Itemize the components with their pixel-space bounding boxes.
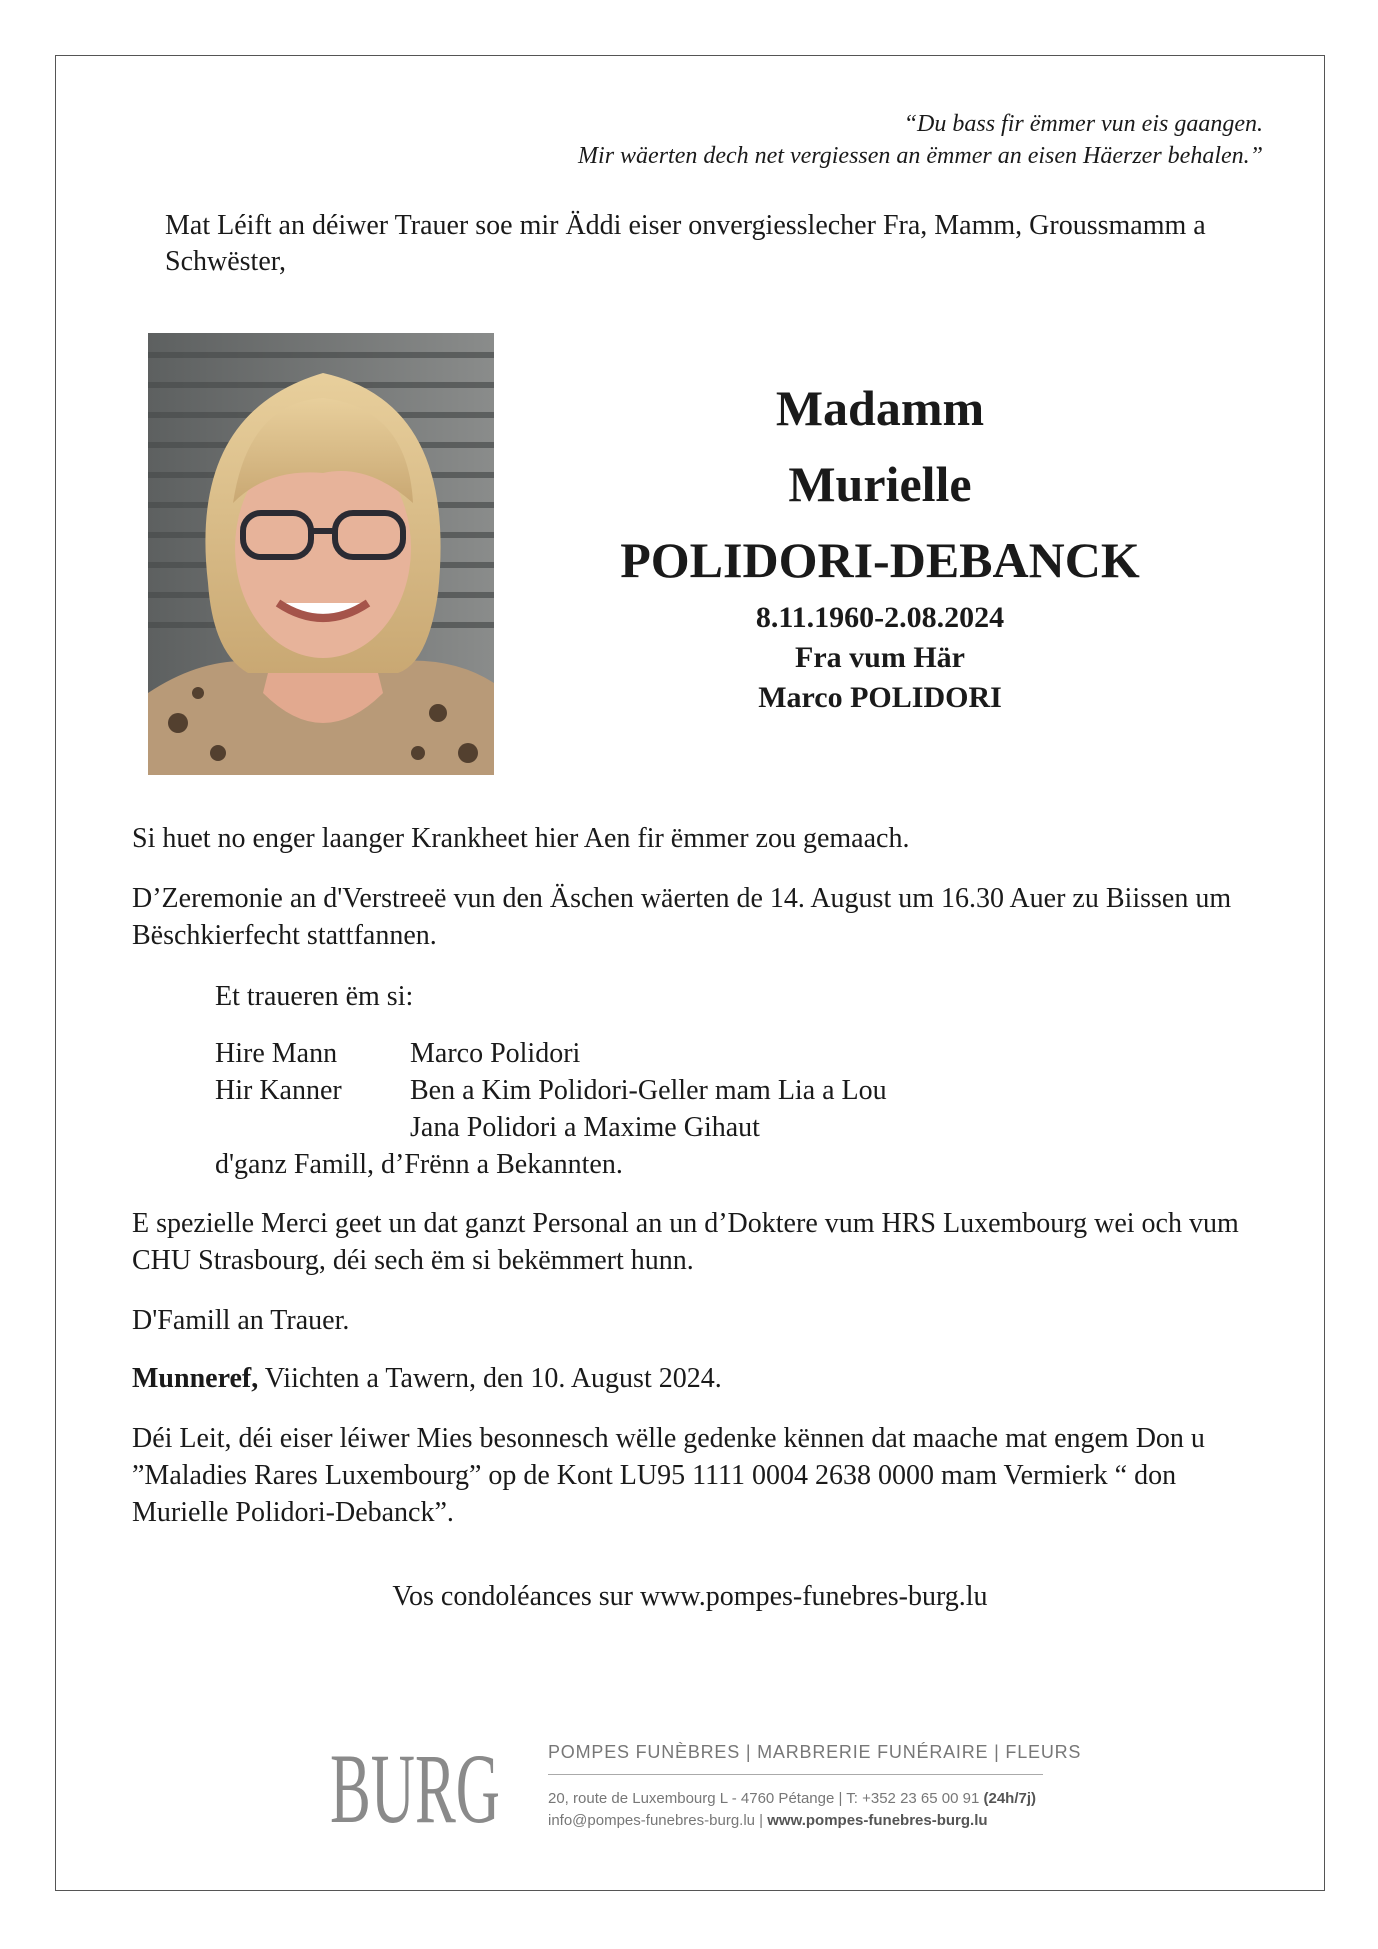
children-label: Hir Kanner bbox=[215, 1075, 342, 1106]
intro-text: Mat Léift an déiwer Trauer soe mir Äddi eiser onvergiesslecher Fra, Mamm, Groussmamm a Schwëster, bbox=[165, 210, 1206, 277]
portrait-image bbox=[148, 333, 494, 775]
mourners-list bbox=[215, 1035, 887, 1183]
family-line: d'ganz Famill, d’Frënn a Bekannten. bbox=[215, 1149, 623, 1180]
place-date-line bbox=[132, 1360, 1272, 1397]
address-line: 20, route de Luxembourg L - 4760 Pétange | T: +352 23 65 00 91 (24h/7j) bbox=[548, 1790, 1036, 1807]
deceased-dates: 8.11.1960-2.08.2024 bbox=[755, 601, 1005, 634]
place-bold: Munneref, bbox=[132, 1363, 259, 1394]
deceased-title: Madamm bbox=[775, 380, 985, 436]
place-rest: Viichten a Tawern, den 10. August 2024. bbox=[258, 1363, 722, 1394]
page-frame bbox=[55, 55, 1325, 1891]
spouse-name: Marco POLIDORI bbox=[758, 681, 1002, 714]
deceased-first-name: Murielle bbox=[788, 456, 972, 512]
mourners-intro: Et traueren ëm si: bbox=[215, 981, 414, 1012]
children-line-1: Ben a Kim Polidori-Geller mam Lia a Lou bbox=[410, 1075, 887, 1106]
signature-line: D'Famill an Trauer. bbox=[132, 1305, 350, 1336]
quote-line-1: “Du bass fir ëmmer vun eis gaangen. bbox=[903, 111, 1263, 137]
ceremony-paragraph: D’Zeremonie an d'Verstreeë vun den Äschen wäerten de 14. August um 16.30 Auer zu Biissen um Bëschkierfecht stattfannen. bbox=[132, 883, 1232, 951]
footer-website[interactable]: www.pompes-funebres-burg.lu bbox=[767, 1812, 988, 1829]
deceased-name-block bbox=[540, 370, 1220, 718]
deceased-last-name: POLIDORI-DEBANCK bbox=[620, 532, 1140, 588]
funeral-home-footer bbox=[330, 1730, 1110, 1850]
mourner-row-children-2 bbox=[215, 1109, 887, 1146]
contact-line bbox=[548, 1812, 988, 1829]
mourner-row-husband bbox=[215, 1035, 887, 1072]
portrait-photo bbox=[148, 333, 494, 775]
illness-paragraph: Si huet no enger laanger Krankheet hier Aen fir ëmmer zou gemaach. bbox=[132, 823, 910, 854]
mourner-row-children bbox=[215, 1072, 887, 1109]
footer-divider bbox=[548, 1774, 1043, 1775]
husband-label: Hire Mann bbox=[215, 1038, 338, 1069]
condolences-line: Vos condoléances sur www.pompes-funebres-burg.lu bbox=[392, 1581, 988, 1612]
donation-paragraph: Déi Leit, déi eiser léiwer Mies besonnesch wëlle gedenke kënnen dat maache mat engem Don u ”Maladies Rares Luxembourg” op de Kont LU95 1111 0004 2638 0000 mam Vermierk “ don Murielle Polidori-Debanck”. bbox=[132, 1423, 1205, 1528]
footer-email[interactable]: info@pompes-funebres-burg.lu | bbox=[548, 1812, 768, 1829]
services-line: POMPES FUNÈBRES | MARBRERIE FUNÉRAIRE | FLEURS bbox=[548, 1742, 1082, 1762]
children-line-2: Jana Polidori a Maxime Gihaut bbox=[410, 1112, 760, 1143]
deceased-relation: Fra vum Här bbox=[795, 641, 965, 674]
epigraph-quote bbox=[363, 108, 1263, 172]
quote-line-2: Mir wäerten dech net vergiessen an ëmmer an eisen Häerzer behalen.” bbox=[578, 143, 1263, 169]
logo-text: BURG bbox=[330, 1733, 500, 1844]
burg-logo bbox=[330, 1730, 510, 1844]
thanks-paragraph: E spezielle Merci geet un dat ganzt Personal an un d’Doktere vum HRS Luxembourg wei och vum CHU Strasbourg, déi sech ëm si bekëmmert hunn. bbox=[132, 1208, 1239, 1276]
husband-name: Marco Polidori bbox=[410, 1038, 581, 1069]
